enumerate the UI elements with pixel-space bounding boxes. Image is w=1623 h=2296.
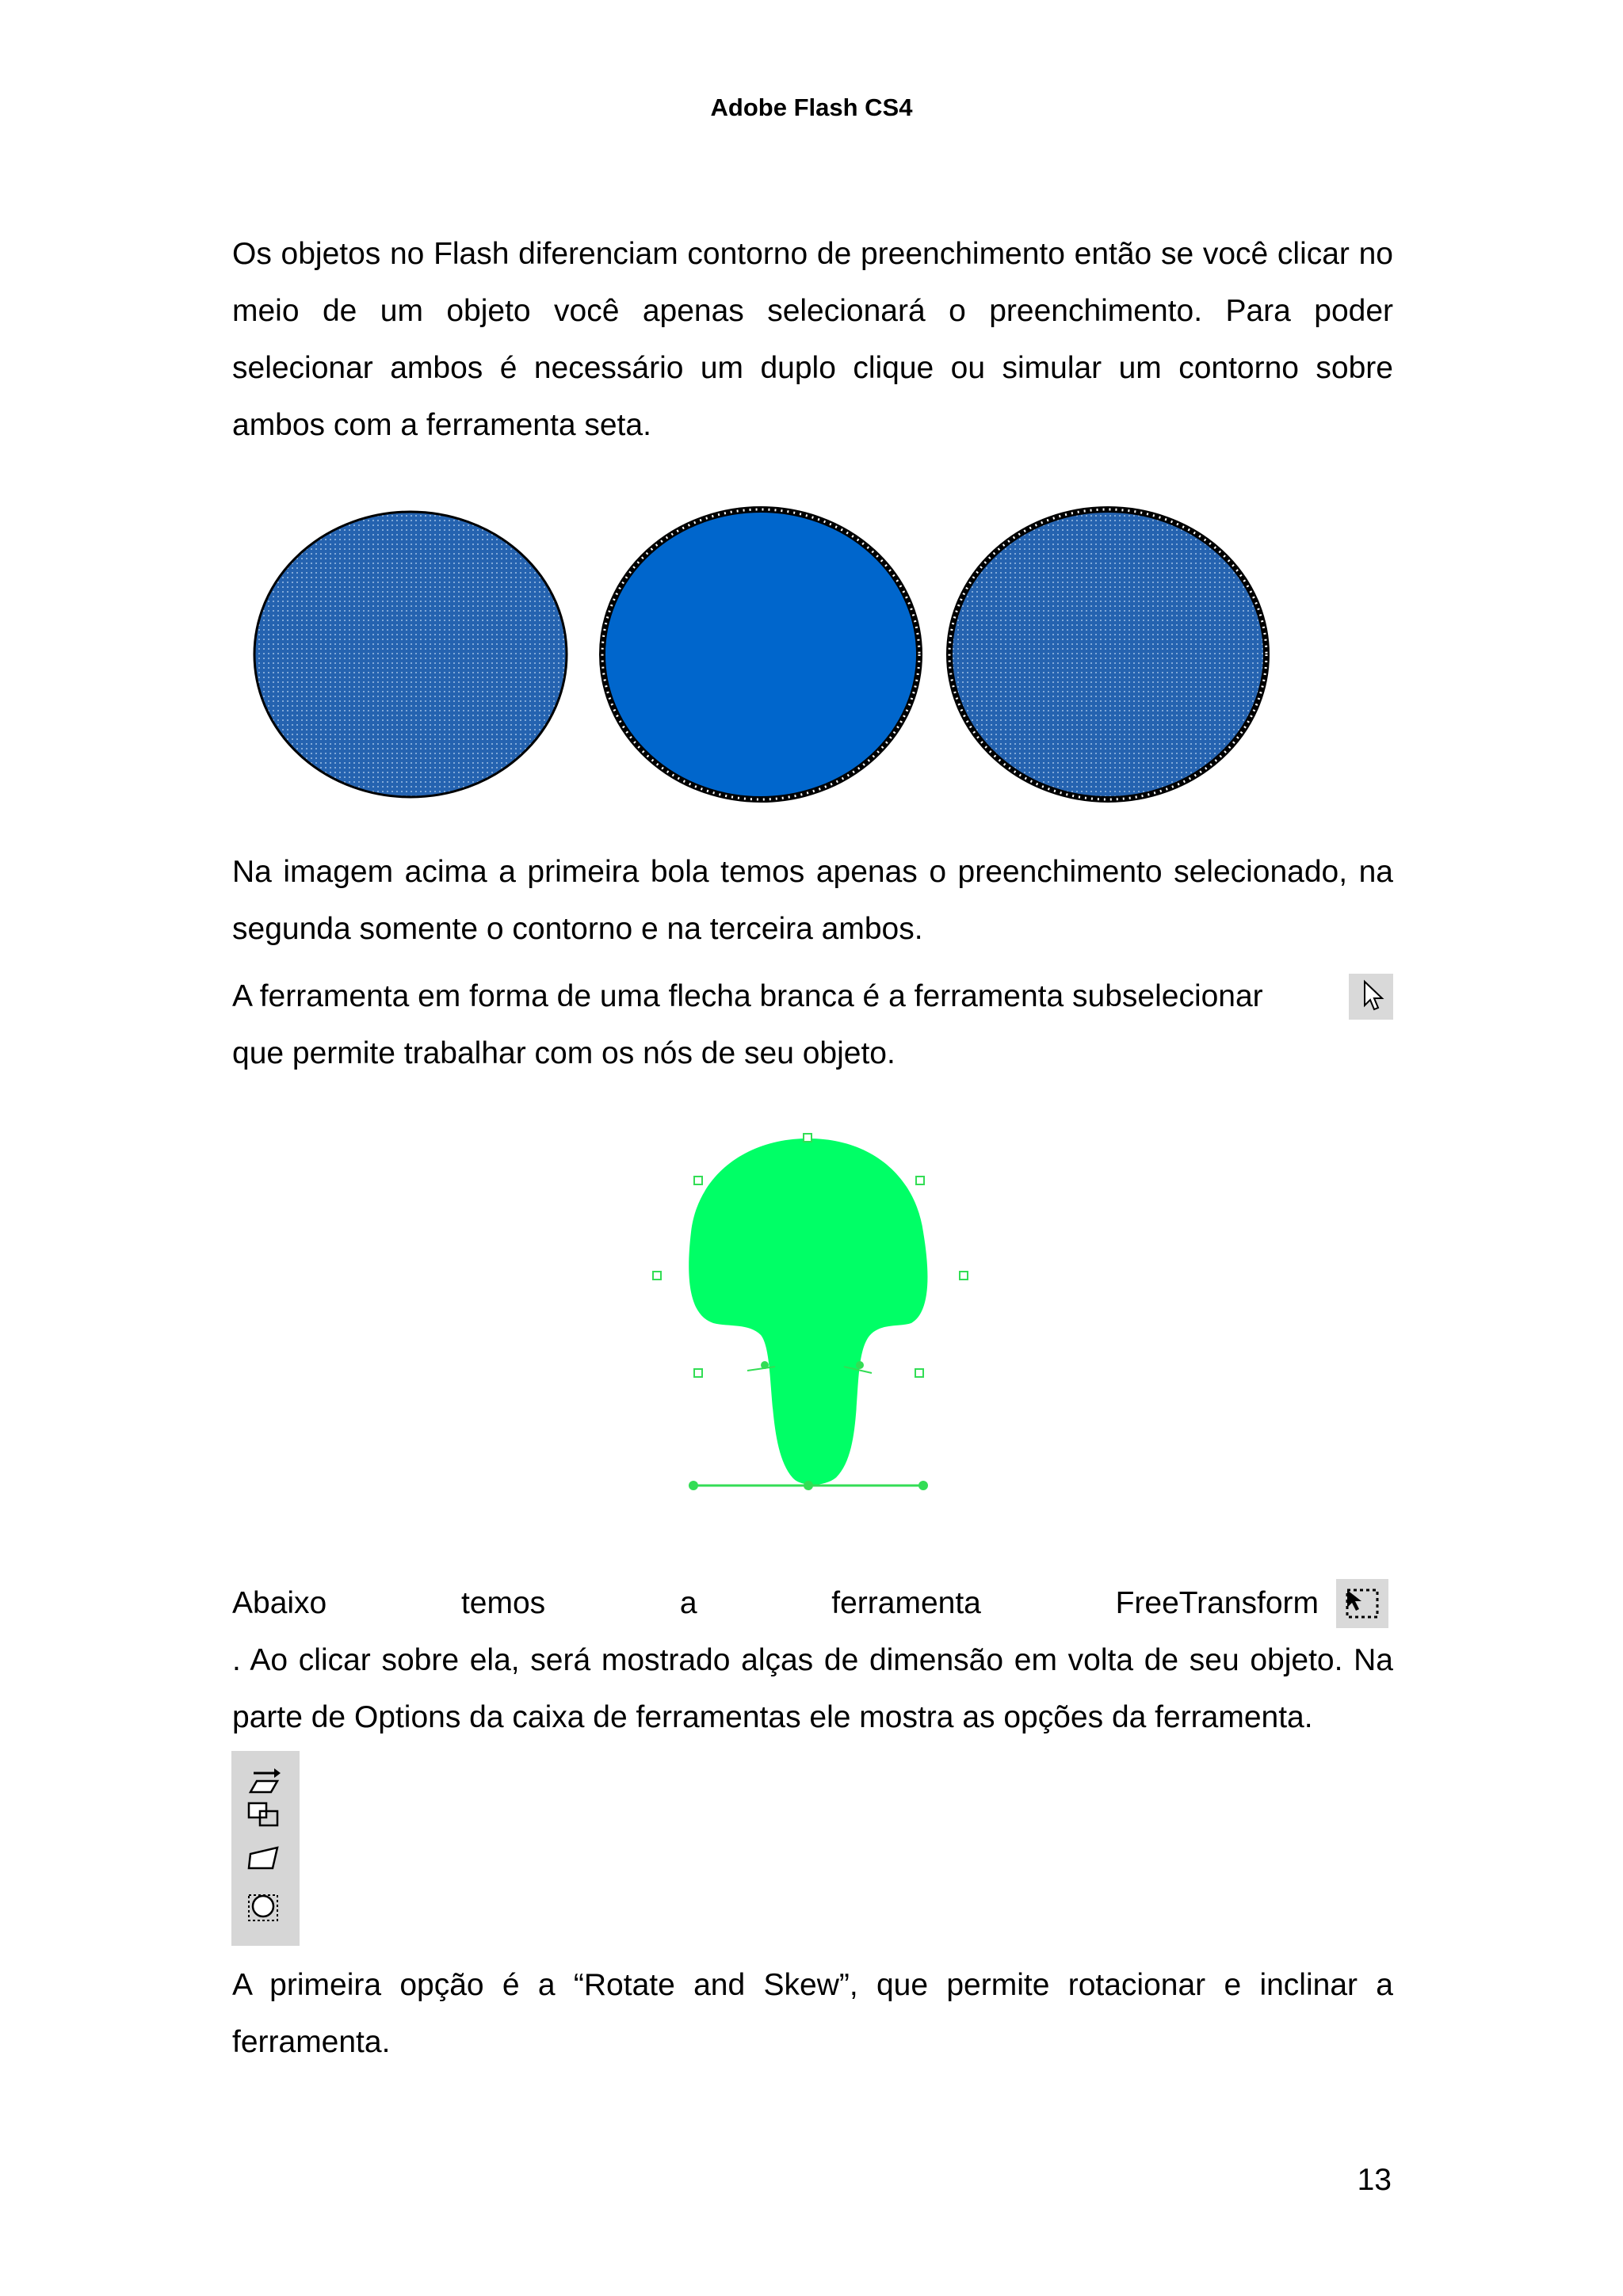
subselection-arrow-icon bbox=[1349, 974, 1393, 1020]
scale-icon[interactable] bbox=[249, 1803, 277, 1825]
distort-icon[interactable] bbox=[249, 1848, 277, 1868]
transform-options-toolbox bbox=[231, 1751, 300, 1946]
circle-outline-selected bbox=[602, 509, 919, 799]
free-transform-text-after: . Ao clicar sobre ela, será mostrado alças de dimensão em volta de seu objeto. Na parte de Options da caixa de ferramentas ele mostra as opções da ferramenta. bbox=[232, 1643, 1393, 1734]
circle-both-selected bbox=[949, 509, 1266, 799]
mushroom-nodes-figure bbox=[642, 1129, 975, 1537]
free-transform-text-before: Abaixo temos a ferramenta FreeTransform bbox=[232, 1586, 1319, 1620]
free-transform-icon bbox=[1336, 1579, 1388, 1628]
paragraph-circles-caption: Na imagem acima a primeira bola temos apenas o preenchimento selecionado, na segunda somente o contorno e na terceira ambos. bbox=[232, 855, 1393, 946]
rotate-skew-icon[interactable] bbox=[250, 1768, 281, 1792]
envelope-icon[interactable] bbox=[249, 1895, 277, 1920]
subselect-text-after: que permite trabalhar com os nós de seu objeto. bbox=[232, 1036, 896, 1070]
paragraph-free-transform bbox=[232, 1575, 1393, 1632]
paragraph-subselect-tool bbox=[232, 968, 1393, 1082]
paragraph-selection-intro: Os objetos no Flash diferenciam contorno de preenchimento então se você clicar no meio de um objeto você apenas selecionará o preenchimento. Para poder selecionar ambos é necessário um duplo clique ou simular um contorno sobre ambos com a ferramenta seta. bbox=[232, 237, 1393, 442]
page-number: 13 bbox=[1357, 2163, 1392, 2197]
circle-fill-selected bbox=[254, 512, 567, 797]
paragraph-rotate-skew: A primeira opção é a “Rotate and Skew”, que permite rotacionar e inclinar a ferramenta. bbox=[232, 1968, 1393, 2059]
subselect-text-before: A ferramenta em forma de uma flecha branca é a ferramenta subselecionar bbox=[232, 979, 1263, 1013]
page-header: Adobe Flash CS4 bbox=[710, 93, 913, 121]
selection-circles-figure bbox=[238, 499, 1292, 824]
